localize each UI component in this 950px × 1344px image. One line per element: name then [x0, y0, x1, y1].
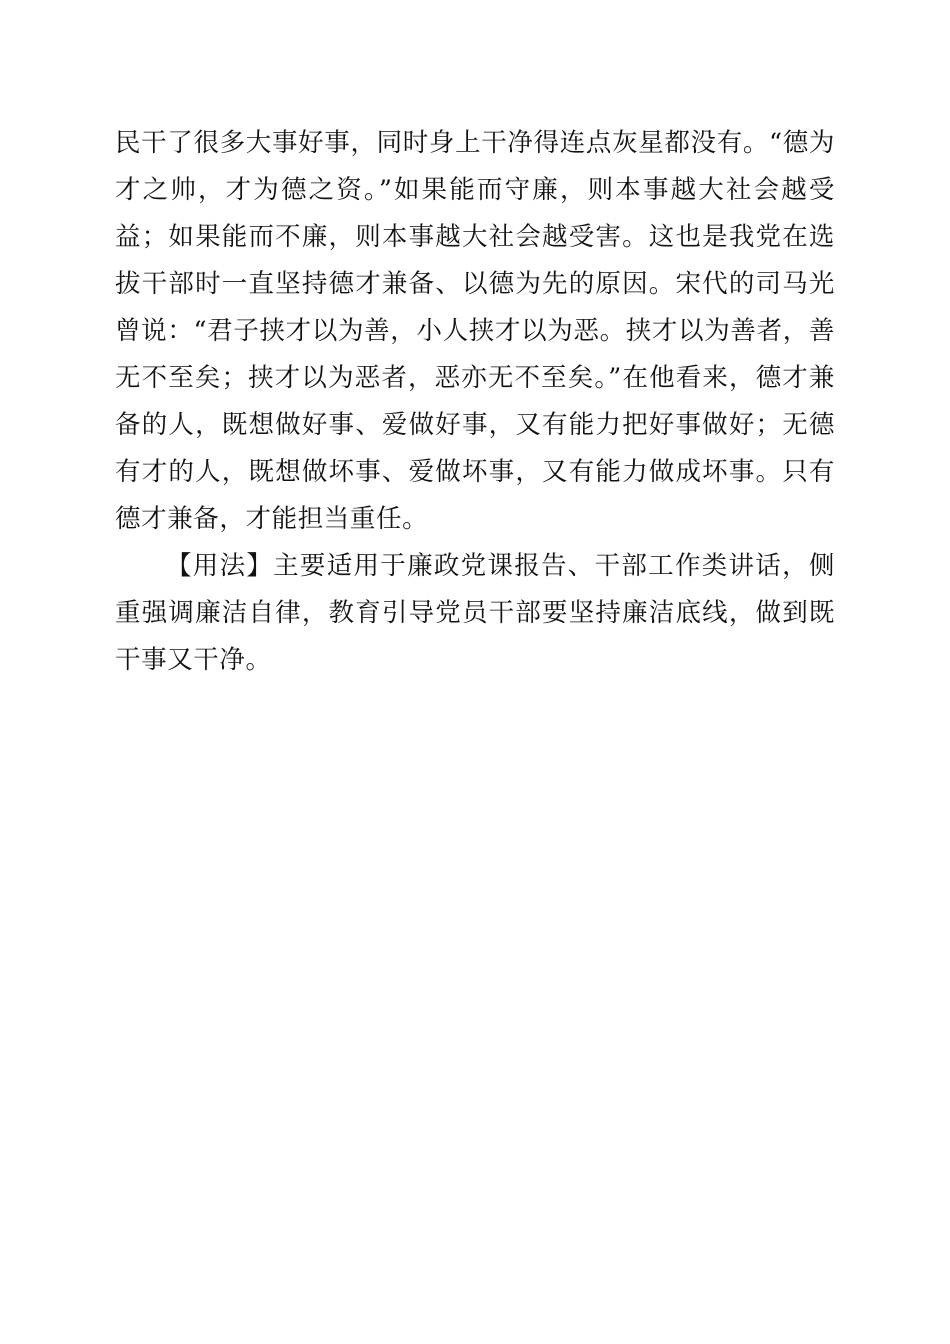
- paragraph-2: 【用法】主要适用于廉政党课报告、干部工作类讲话，侧重强调廉洁自律，教育引导党员干部要坚持廉洁底线，做到既干事又干净。: [115, 551, 835, 675]
- paragraph-1: 民干了很多大事好事，同时身上干净得连点灰星都没有。“德为才之帅，才为德之资。”如果能而守廉，则本事越大社会越受益；如果能而不廉，则本事越大社会越受害。这也是我党在选拔干部时一直坚持德才兼备、以德为先的原因。宋代的司马光曾说：“君子挟才以为善，小人挟才以为恶。挟才以为善者，善无不至矣；挟才以为恶者，恶亦无不至矣。”在他看来，德才兼备的人，既想做好事、爱做好事，又有能力把好事做好；无德有才的人，既想做坏事、爱做坏事，又有能力做成坏事。只有德才兼备，才能担当重任。: [115, 128, 835, 534]
- document-body: [115, 120, 835, 684]
